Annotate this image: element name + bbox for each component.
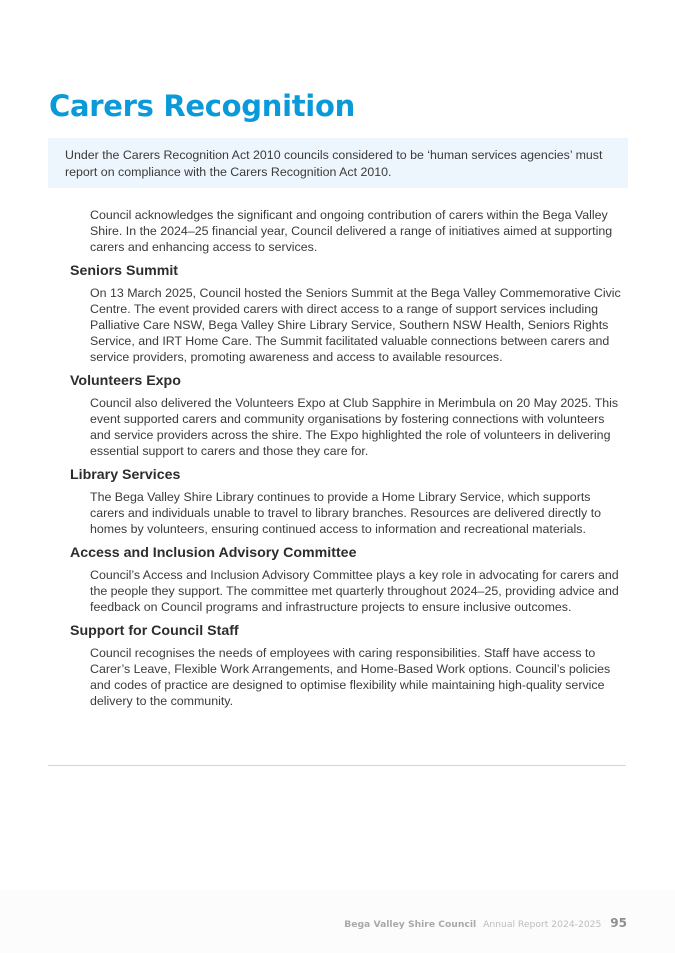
section-heading: Support for Council Staff (70, 623, 239, 639)
section-library-services (70, 466, 630, 537)
section-heading: Seniors Summit (70, 263, 179, 279)
section-access-inclusion-committee (70, 544, 630, 615)
section-body: Council’s Access and Inclusion Advisory Committee plays a key role in advocating for carers and the people they support. The committee met quarterly throughout 2024–25, providing advice and feedback on Council programs and infrastructure projects to ensure inclusive outcomes. (90, 568, 619, 614)
section-seniors-summit (70, 262, 630, 365)
page-number: 95 (610, 916, 627, 930)
section-body: The Bega Valley Shire Library continues to provide a Home Library Service, which supports carers and individuals unable to travel to library branches. Resources are delivered directly to homes by volunteers, ensuring continued access to information and recreational materials. (90, 490, 602, 536)
section-body: On 13 March 2025, Council hosted the Seniors Summit at the Bega Valley Commemorative Civic Centre. The event provided carers with direct access to a range of support services including Palliative Care NSW, Bega Valley Shire Library Service, Southern NSW Health, Seniors Rights Service, and IRT Home Care. The Summit facilitated valuable connections between carers and service providers, promoting awareness and access to available resources. (90, 286, 621, 364)
section-divider (48, 765, 626, 766)
section-heading: Library Services (70, 467, 181, 483)
section-volunteers-expo (70, 372, 630, 459)
callout-text: Under the Carers Recognition Act 2010 councils considered to be ‘human services agencies’ must report on compliance with the Carers Recognition Act 2010. (65, 148, 603, 179)
page-title: Carers Recognition (49, 89, 355, 123)
section-body: Council recognises the needs of employees with caring responsibilities. Staff have access to Carer’s Leave, Flexible Work Arrangements, and Home-Based Work options. Council’s policies and codes of practice are designed to optimise flexibility while maintaining high-quality service delivery to the community. (90, 646, 611, 708)
main-content (70, 207, 630, 709)
intro-paragraph: Council acknowledges the significant and ongoing contribution of carers within the Bega Valley Shire. In the 2024–25 financial year, Council delivered a range of initiatives aimed at supporting carers and enhancing access to services. (90, 208, 613, 254)
section-heading: Access and Inclusion Advisory Committee (70, 545, 357, 561)
section-support-council-staff (70, 622, 630, 709)
footer-report-title: Annual Report 2024-2025 (483, 919, 602, 930)
footer-organisation: Bega Valley Shire Council (344, 919, 477, 930)
section-heading: Volunteers Expo (70, 373, 181, 389)
page-footer (344, 916, 627, 932)
compliance-callout (48, 138, 628, 188)
section-body: Council also delivered the Volunteers Expo at Club Sapphire in Merimbula on 20 May 2025. This event supported carers and community organisations by fostering connections with volunteers and service providers across the shire. The Expo highlighted the role of volunteers in delivering essential support to carers and those they care for. (90, 396, 619, 458)
